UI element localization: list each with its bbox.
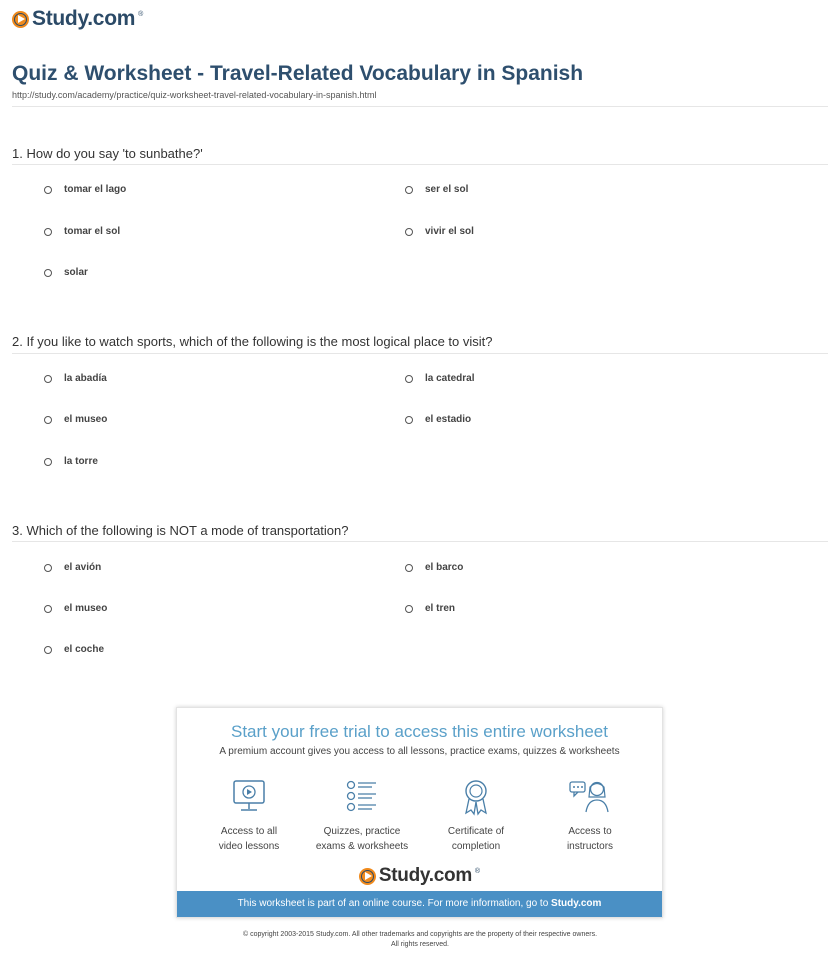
page-url[interactable]: http://study.com/academy/practice/quiz-worksheet-travel-related-vocabulary-in-spanish.html (12, 90, 377, 100)
feature-label-line2: exams & worksheets (315, 841, 409, 852)
answer-option[interactable] (44, 562, 101, 573)
rights-line: All rights reserved. (391, 941, 449, 948)
radio-icon[interactable] (405, 375, 413, 383)
logo-text: Study.com (32, 7, 136, 30)
radio-icon[interactable] (405, 564, 413, 572)
feature-label-line1: Certificate of (447, 826, 505, 837)
feature-label-line1: Access to all (220, 826, 278, 837)
answer-option[interactable] (405, 373, 474, 384)
promo-bar-text: This worksheet is part of an online course. For more information, go to (237, 898, 552, 909)
copyright-line: © copyright 2003-2015 Study.com. All other trademarks and copyrights are the property of their respective owners. (242, 931, 598, 938)
play-logo-icon (12, 11, 29, 28)
answer-option[interactable] (405, 562, 463, 573)
answer-option-label: el tren (425, 603, 456, 614)
promo-subheading: A premium account gives you access to all lessons, practice exams, quizzes & worksheets (219, 746, 620, 757)
feature-instructors (540, 778, 640, 854)
divider (12, 353, 828, 354)
question-2-text: 2. If you like to watch sports, which of the following is the most logical place to visit? (12, 334, 493, 349)
logo-trademark: ® (474, 867, 481, 875)
radio-icon[interactable] (44, 564, 52, 572)
question-3-text: 3. Which of the following is NOT a mode of transportation? (12, 523, 349, 538)
play-logo-icon (359, 868, 376, 885)
radio-icon[interactable] (44, 375, 52, 383)
promo-logo[interactable] (177, 865, 662, 887)
radio-icon[interactable] (405, 605, 413, 613)
answer-option-label: la catedral (425, 373, 475, 384)
answer-option-label: ser el sol (425, 184, 469, 195)
answer-option[interactable] (405, 603, 455, 614)
radio-icon[interactable] (44, 458, 52, 466)
answer-option-label: el museo (64, 414, 108, 425)
answer-option-label: tomar el sol (64, 226, 121, 237)
radio-icon[interactable] (405, 228, 413, 236)
feature-label-line2: video lessons (218, 841, 280, 852)
promo-heading[interactable]: Start your free trial to access this entire worksheet (231, 722, 608, 741)
feature-quizzes (312, 778, 412, 854)
copyright-footer (0, 930, 840, 950)
answer-option-label: el barco (425, 562, 464, 573)
answer-option[interactable] (44, 603, 107, 614)
answer-option-label: el avión (64, 562, 102, 573)
answer-option[interactable] (44, 456, 98, 467)
radio-icon[interactable] (44, 269, 52, 277)
feature-certificate (426, 778, 526, 854)
answer-option-label: la abadía (64, 373, 107, 384)
feature-label-line1: Quizzes, practice (323, 826, 401, 837)
feature-label-line2: instructors (566, 841, 614, 852)
radio-icon[interactable] (405, 416, 413, 424)
answer-option[interactable] (44, 414, 107, 425)
instructor-icon (568, 778, 612, 816)
quiz-list-icon (344, 778, 380, 816)
radio-icon[interactable] (44, 186, 52, 194)
answer-option-label: el estadio (425, 414, 472, 425)
answer-option-label: vivir el sol (425, 226, 474, 237)
feature-label-line1: Access to (568, 826, 612, 837)
logo-trademark: ® (138, 10, 144, 18)
answer-option[interactable] (44, 226, 120, 237)
radio-icon[interactable] (405, 186, 413, 194)
divider (12, 164, 828, 165)
certificate-icon (458, 778, 494, 816)
answer-option-label: el coche (64, 644, 105, 655)
site-logo[interactable] (12, 7, 143, 31)
answer-option[interactable] (44, 373, 107, 384)
answer-option[interactable] (405, 184, 468, 195)
video-lesson-icon (231, 778, 267, 816)
radio-icon[interactable] (44, 416, 52, 424)
page-title: Quiz & Worksheet - Travel-Related Vocabulary in Spanish (12, 62, 584, 85)
radio-icon[interactable] (44, 228, 52, 236)
promo-info-bar (177, 891, 662, 917)
radio-icon[interactable] (44, 646, 52, 654)
answer-option-label: tomar el lago (64, 184, 127, 195)
answer-option[interactable] (44, 267, 88, 278)
divider (12, 541, 828, 542)
free-trial-promo[interactable] (176, 707, 663, 918)
question-1-text: 1. How do you say 'to sunbathe?' (12, 146, 203, 161)
answer-option[interactable] (44, 644, 104, 655)
feature-label-line2: completion (451, 841, 501, 852)
radio-icon[interactable] (44, 605, 52, 613)
answer-option[interactable] (405, 226, 474, 237)
promo-bar-link[interactable]: Study.com (551, 898, 602, 909)
answer-option[interactable] (405, 414, 471, 425)
answer-option-label: solar (64, 267, 88, 278)
promo-logo-text: Study.com (378, 865, 472, 886)
feature-video-lessons (199, 778, 299, 854)
divider (12, 106, 828, 107)
answer-option[interactable] (44, 184, 126, 195)
answer-option-label: la torre (64, 456, 98, 467)
answer-option-label: el museo (64, 603, 108, 614)
